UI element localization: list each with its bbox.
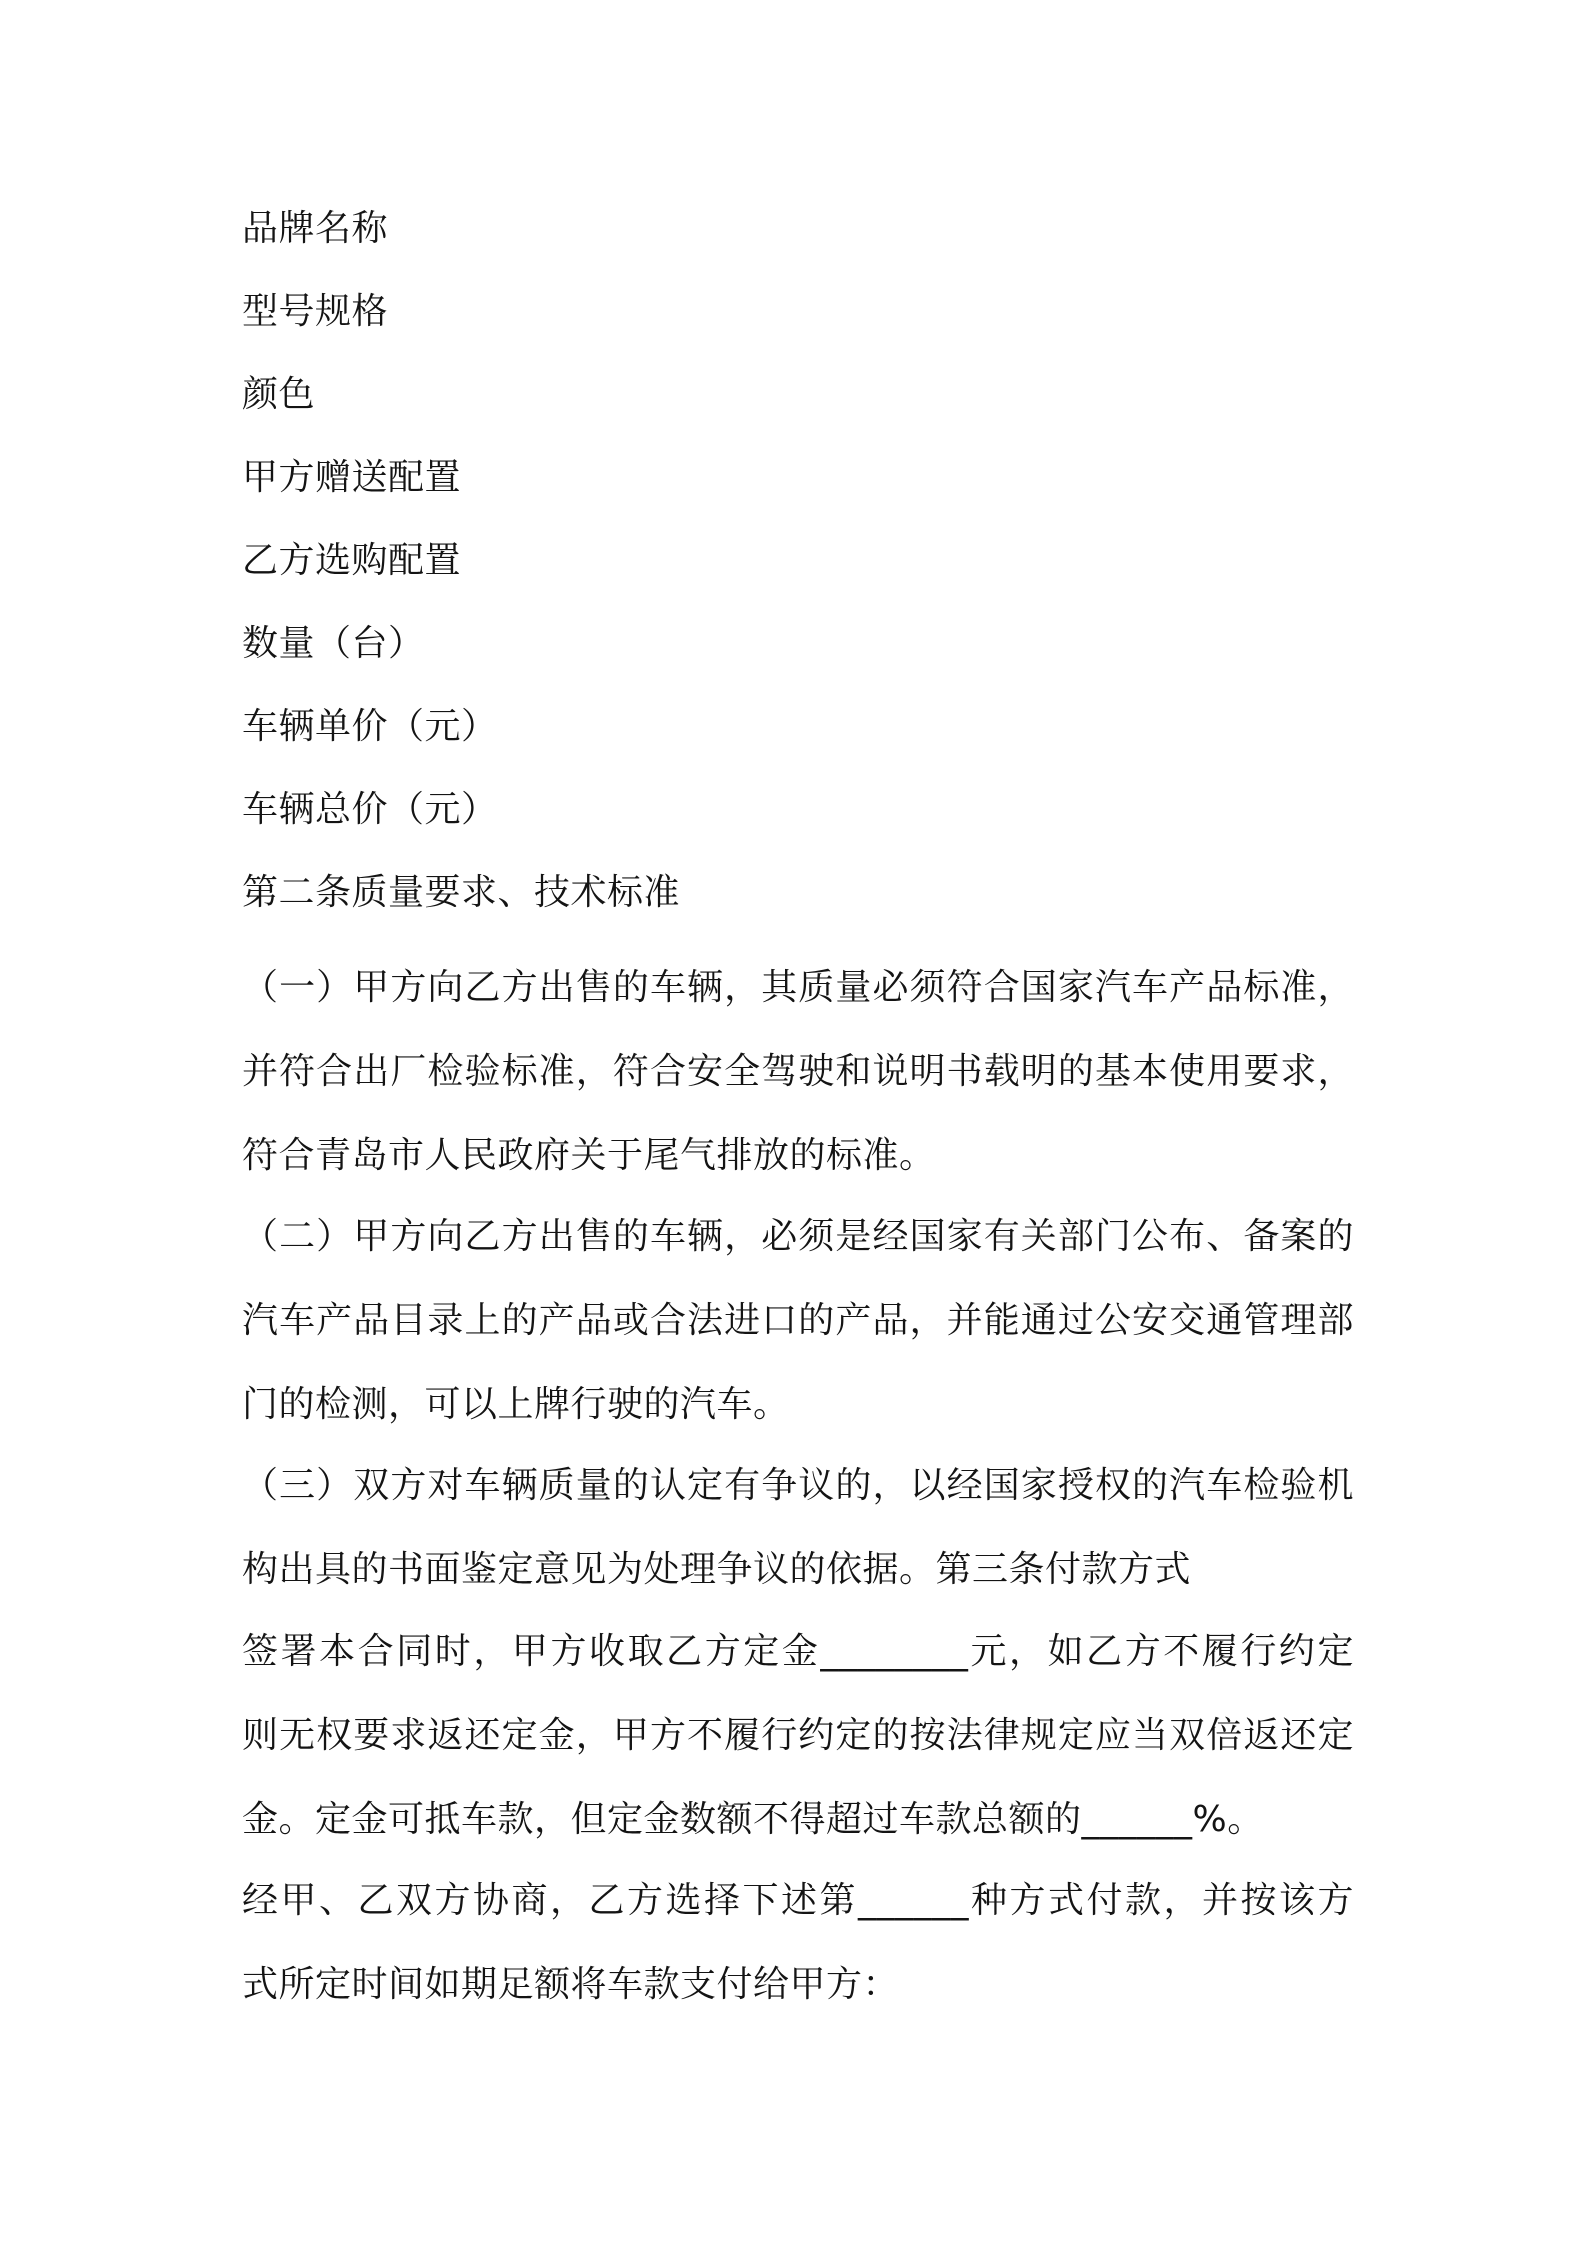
clause-2-line: 汽车产品目录上的产品或合法进口的产品，并能通过公安交通管理部 (242, 1300, 1354, 1341)
clause-3-line: （三）双方对车辆质量的认定有争议的，以经国家授权的汽车检验机 (242, 1465, 1354, 1506)
payment-line: 式所定时间如期足额将车款支付给甲方： (242, 1964, 900, 2005)
payment-line: 经甲、乙双方协商，乙方选择下述第______种方式付款，并按该方 (242, 1880, 1354, 1921)
deposit-line: 签署本合同时，甲方收取乙方定金________元，如乙方不履行约定 (242, 1631, 1354, 1672)
item-optional-config: 乙方选购配置 (242, 540, 462, 581)
deposit-line: 则无权要求返还定金，甲方不履行约定的按法律规定应当双倍返还定 (242, 1715, 1354, 1756)
item-quantity: 数量（台） (242, 623, 425, 664)
item-unit-price: 车辆单价（元） (242, 706, 498, 747)
item-color: 颜色 (242, 374, 316, 415)
item-model-spec: 型号规格 (242, 291, 389, 332)
clause-1-line: 符合青岛市人民政府关于尾气排放的标准。 (242, 1135, 936, 1176)
clause-1-line: （一）甲方向乙方出售的车辆，其质量必须符合国家汽车产品标准， (242, 967, 1354, 1008)
deposit-line: 金。定金可抵车款，但定金数额不得超过车款总额的______%。 (242, 1799, 1264, 1840)
item-brand-name: 品牌名称 (242, 208, 389, 249)
clause-3 (242, 1444, 1354, 1612)
clause-2 (242, 1195, 1354, 1447)
deposit-paragraph (242, 1610, 1354, 1862)
item-gift-config: 甲方赠送配置 (242, 457, 462, 498)
article-2-title: 第二条质量要求、技术标准 (242, 872, 681, 913)
clause-2-line: （二）甲方向乙方出售的车辆，必须是经国家有关部门公布、备案的 (242, 1216, 1354, 1257)
payment-paragraph (242, 1859, 1354, 2027)
item-total-price: 车辆总价（元） (242, 789, 498, 830)
clause-3-line: 构出具的书面鉴定意见为处理争议的依据。第三条付款方式 (242, 1549, 1192, 1590)
clause-2-line: 门的检测，可以上牌行驶的汽车。 (242, 1384, 790, 1425)
clause-1 (242, 946, 1354, 1198)
clause-1-line: 并符合出厂检验标准，符合安全驾驶和说明书载明的基本使用要求， (242, 1051, 1354, 1092)
